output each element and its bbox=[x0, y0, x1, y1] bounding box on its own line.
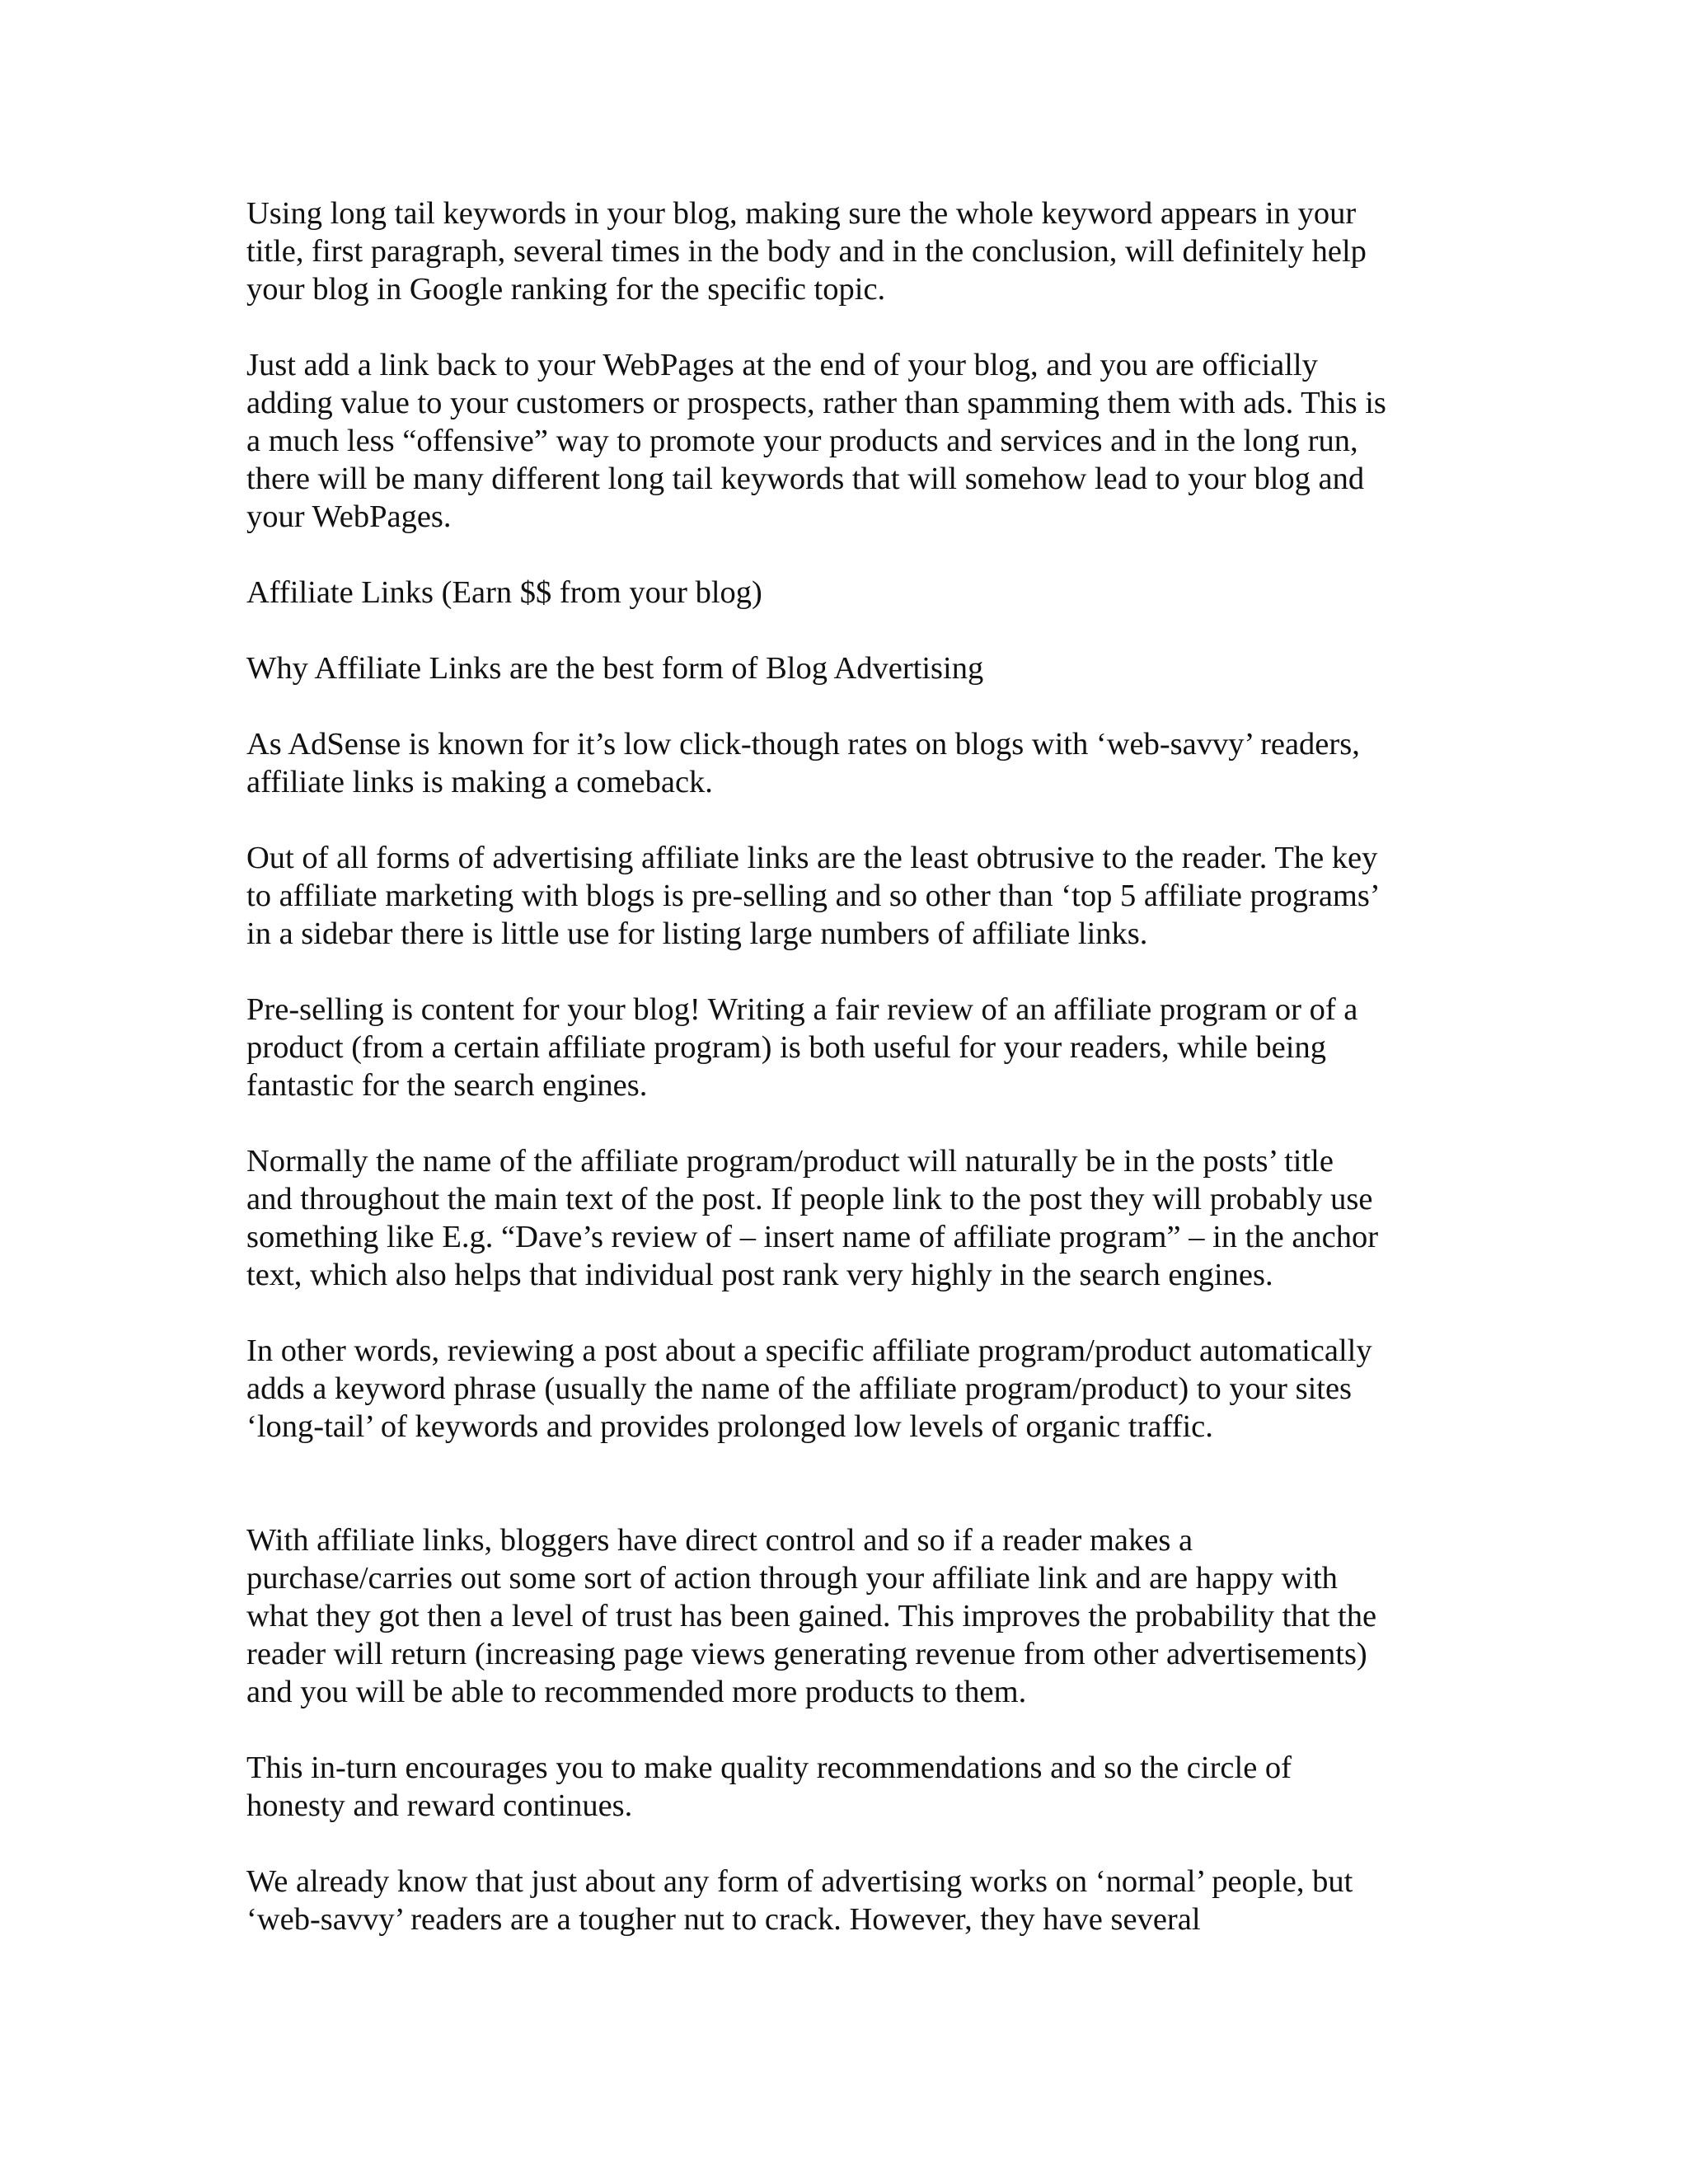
text-line: purchase/carries out some sort of action through your affiliate link and are happy with bbox=[246, 1561, 1338, 1596]
text-line: With affiliate links, bloggers have direct control and so if a reader makes a bbox=[246, 1523, 1193, 1558]
text-line: text, which also helps that individual post rank very highly in the search engines. bbox=[246, 1258, 1273, 1292]
paragraph-program-name bbox=[246, 1142, 1457, 1294]
paragraph-long-tail-traffic bbox=[246, 1332, 1457, 1446]
paragraph-long-tail-keywords bbox=[246, 194, 1457, 308]
text-line: Using long tail keywords in your blog, making sure the whole keyword appears in your bbox=[246, 196, 1357, 231]
text-line: ‘web-savvy’ readers are a tougher nut to crack. However, they have several bbox=[246, 1902, 1201, 1937]
text-line: In other words, reviewing a post about a specific affiliate program/product automatically bbox=[246, 1333, 1372, 1368]
text-line: honesty and reward continues. bbox=[246, 1788, 633, 1823]
text-line: and throughout the main text of the post. If people link to the post they will probably use bbox=[246, 1182, 1373, 1216]
text-line: Affiliate Links (Earn $$ from your blog) bbox=[246, 575, 762, 610]
paragraph-quality-recommendations bbox=[246, 1749, 1457, 1825]
paragraph-adsense bbox=[246, 725, 1457, 801]
paragraph-direct-control bbox=[246, 1521, 1457, 1711]
text-line: to affiliate marketing with blogs is pre-selling and so other than ‘top 5 affiliate programs’ bbox=[246, 879, 1381, 913]
text-line: in a sidebar there is little use for listing large numbers of affiliate links. bbox=[246, 916, 1148, 951]
text-line: affiliate links is making a comeback. bbox=[246, 765, 713, 799]
text-line: and you will be able to recommended more products to them. bbox=[246, 1675, 1027, 1709]
text-line: As AdSense is known for it’s low click-though rates on blogs with ‘web-savvy’ readers, bbox=[246, 727, 1360, 762]
text-line: Normally the name of the affiliate program/product will naturally be in the posts’ title bbox=[246, 1144, 1334, 1179]
text-line: what they got then a level of trust has been gained. This improves the probability that the bbox=[246, 1599, 1377, 1633]
text-line: a much less “offensive” way to promote your products and services and in the long run, bbox=[246, 424, 1358, 458]
text-line: Pre-selling is content for your blog! Writing a fair review of an affiliate program or of a bbox=[246, 992, 1358, 1027]
paragraph-least-obtrusive bbox=[246, 839, 1457, 953]
paragraph-link-back bbox=[246, 346, 1457, 536]
text-line: This in-turn encourages you to make quality recommendations and so the circle of bbox=[246, 1750, 1292, 1785]
text-line: fantastic for the search engines. bbox=[246, 1068, 648, 1103]
text-line: title, first paragraph, several times in the body and in the conclusion, will definitely help bbox=[246, 234, 1367, 269]
text-line: product (from a certain affiliate program) is both useful for your readers, while being bbox=[246, 1030, 1326, 1065]
paragraph-web-savvy-readers bbox=[246, 1863, 1457, 1938]
text-line: Why Affiliate Links are the best form of Blog Advertising bbox=[246, 651, 984, 686]
text-line: ‘long-tail’ of keywords and provides prolonged low levels of organic traffic. bbox=[246, 1409, 1213, 1444]
text-line: adds a keyword phrase (usually the name of the affiliate program/product) to your sites bbox=[246, 1371, 1353, 1406]
text-line: reader will return (increasing page views generating revenue from other advertisements) bbox=[246, 1637, 1367, 1671]
text-line: your WebPages. bbox=[246, 499, 452, 534]
text-line: something like E.g. “Dave’s review of – insert name of affiliate program” – in the anchor bbox=[246, 1220, 1379, 1254]
text-line: your blog in Google ranking for the specific topic. bbox=[246, 272, 886, 307]
text-line: We already know that just about any form of advertising works on ‘normal’ people, but bbox=[246, 1864, 1353, 1899]
text-line: there will be many different long tail keywords that will somehow lead to your blog and bbox=[246, 462, 1365, 496]
subheading-why-affiliate-links bbox=[246, 649, 1457, 687]
paragraph-pre-selling bbox=[246, 991, 1457, 1104]
section-heading-affiliate-links bbox=[246, 574, 1457, 612]
text-line: adding value to your customers or prospects, rather than spamming them with ads. This is bbox=[246, 386, 1386, 420]
text-line: Just add a link back to your WebPages at the end of your blog, and you are officially bbox=[246, 348, 1318, 382]
text-line: Out of all forms of advertising affiliate links are the least obtrusive to the reader. The key bbox=[246, 841, 1378, 875]
